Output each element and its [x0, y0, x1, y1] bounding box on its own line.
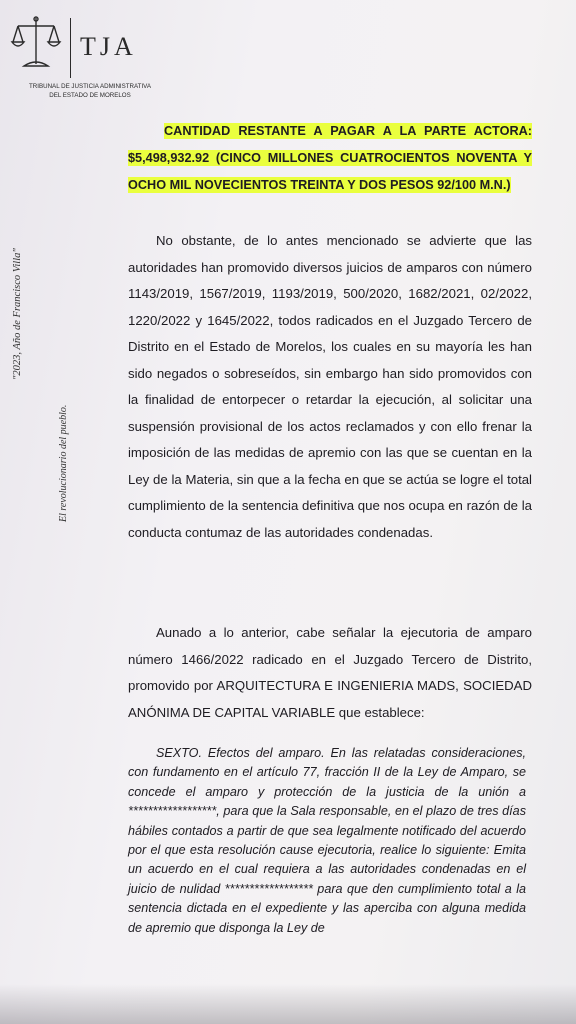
amount-value: $5,498,932.92 (CINCO MILLONES CUATROCIENTOS NOVENTA Y OCHO MIL NOVECIENTOS TREINTA Y DOS PESOS 92/100 M.N.)	[128, 151, 532, 192]
logo-text: TJA	[80, 32, 137, 61]
amount-label: CANTIDAD RESTANTE A PAGAR A LA PARTE ACTORA:	[164, 124, 532, 138]
institution-line-2: DEL ESTADO DE MORELOS	[49, 92, 131, 99]
margin-subtitle-note: El revolucionario del pueblo.	[58, 404, 69, 522]
institution-line-1: TRIBUNAL DE JUSTICIA ADMINISTRATIVA	[29, 83, 151, 90]
margin-year-note: "2023, Año de Francisco Villa"	[12, 248, 23, 380]
institution-name	[10, 82, 170, 100]
logo-divider	[70, 18, 71, 78]
scales-of-justice-icon	[10, 14, 62, 72]
quoted-resolution: SEXTO. Efectos del amparo. En las relatadas consideraciones, con fundamento en el artículo 77, fracción II de la Ley de Amparo, se concede el amparo y protección de la justicia de la unión a ******************, para que la Sala responsable, en el plazo de tres días hábiles contados a partir de que sea legalmente notificado del acuerdo por el que esta resolución cause ejecutoria, realice lo siguiente: Emita un acuerdo en el cual requiera a las autoridades condenadas en el juicio de nulidad ****************** para que den cumplimiento total a la sentencia dictada en el expediente y las aperciba con alguna medida de apremio que disponga la Ley de	[128, 746, 526, 935]
amount-block	[128, 118, 532, 199]
paragraph-ejecutoria: Aunado a lo anterior, cabe señalar la ejecutoria de amparo número 1466/2022 radicado en el Juzgado Tercero de Distrito, promovido por ARQUITECTURA E INGENIERIA MADS, SOCIEDAD ANÓNIMA DE CAPITAL VARIABLE que establece:	[128, 625, 532, 720]
tja-logo	[10, 14, 150, 104]
paragraph-amparos: No obstante, de lo antes mencionado se advierte que las autoridades han promovido diversos juicios de amparos con número 1143/2019, 1567/2019, 1193/2019, 500/2020, 1682/2021, 02/2022, 1220/2022 y 1645/2022, todos radicados en el Juzgado Tercero de Distrito en el Estado de Morelos, los cuales en su mayoría les han sido negados o sobreseídos, sin embargo han sido promovidos con la finalidad de entorpecer o retardar la ejecución, al solicitar una suspensión provisional de los actos reclamados y con ello frenar la imposición de las medidas de apremio con las que se cuentan en la Ley de la Materia, sin que a la fecha en que se actúa se logre el total cumplimiento de la sentencia definitiva que nos ocupa en razón de la conducta contumaz de las autoridades condenadas.	[128, 233, 532, 540]
page-edge-shadow	[0, 984, 576, 1024]
